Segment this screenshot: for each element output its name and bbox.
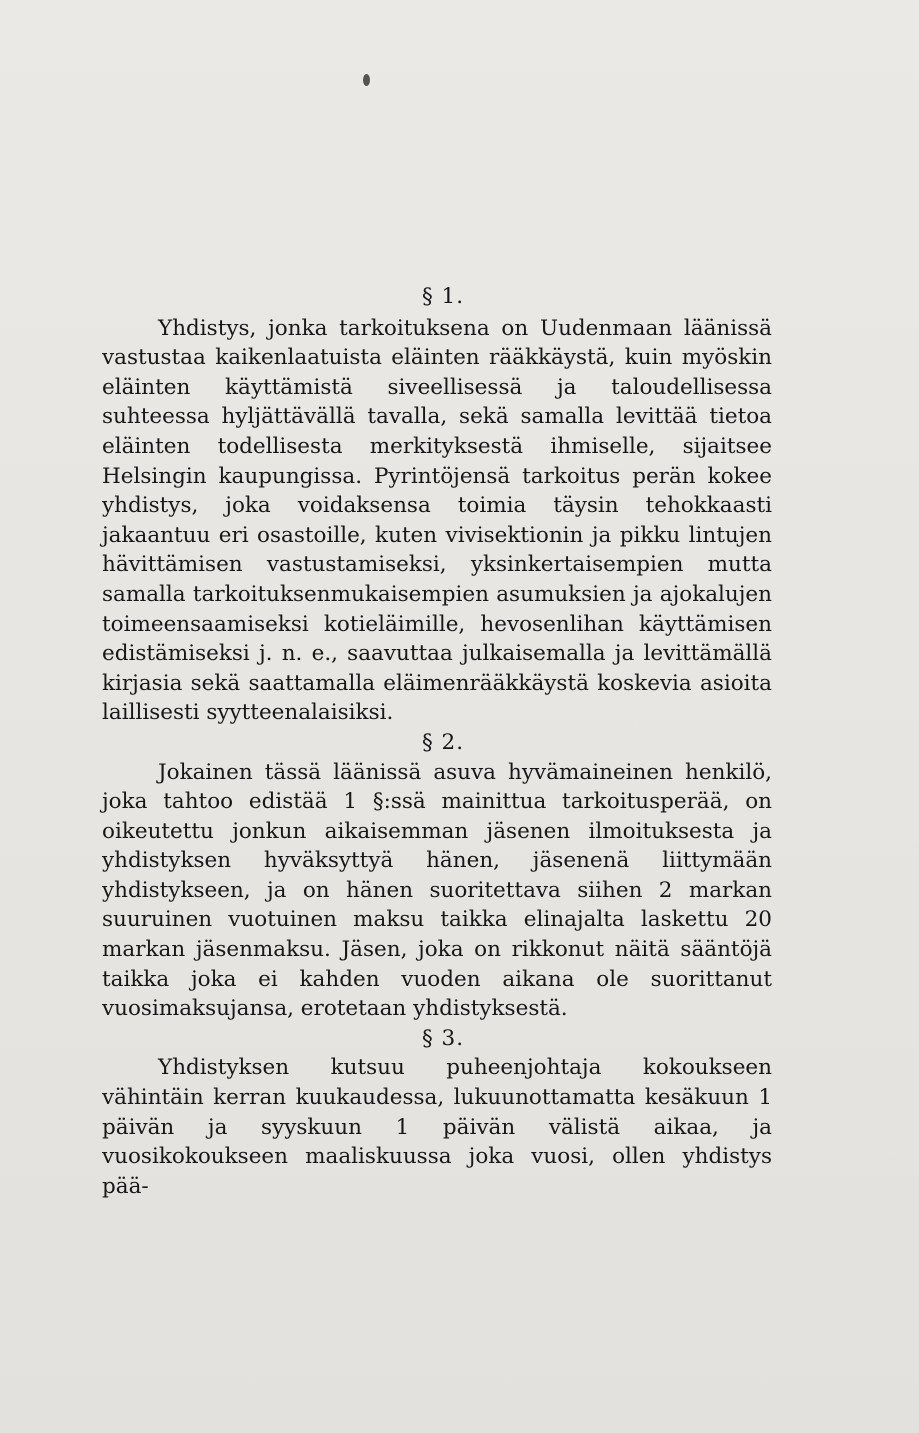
section-1-paragraph: Yhdistys, jonka tarkoituksena on Uudenmaan läänissä vastustaa kaikenlaatuista eläinten rääkkäystä, kuin myöskin eläinten käyttämistä siveellisessä ja taloudellisessa suhteessa hyljättävällä tavalla, sekä samalla levittää tietoa eläinten todellisesta merkityksestä ihmiselle, sijaitsee Helsingin kaupungissa. Pyrintöjensä tarkoitus perän kokee yhdistys, joka voidaksensa toimia täysin tehokkaasti jakaantuu eri osastoille, kuten vivisektionin ja pikku lintujen hävittämisen vastustamiseksi, yksinkertaisempien mutta samalla tarkoituksenmukaisempien asumuksien ja ajokalujen toimeensaamiseksi kotieläimille, hevosenlihan käyttämisen edistämiseksi j. n. e., saavuttaa julkaisemalla ja levittämällä kirjasia sekä saattamalla eläimenrääkkäystä koskevia asioita laillisesti syytteenalaisiksi. bbox=[102, 315, 772, 726]
ink-speck bbox=[363, 74, 370, 86]
document-body bbox=[102, 282, 772, 1201]
section-2-paragraph: Jokainen tässä läänissä asuva hyvämaineinen henkilö, joka tahtoo edistää 1 §:ssä mainittua tarkoitusperää, on oikeutettu jonkun aikaisemman jäsenen ilmoituksesta ja yhdistyksen hyväksyttyä hänen, jäsenenä liittymään yhdistykseen, ja on hänen suoritettava siihen 2 markan suuruinen vuotuinen maksu taikka elinajalta laskettu 20 markan jäsenmaksu. Jäsen, joka on rikkonut näitä sääntöjä taikka joka ei kahden vuoden aikana ole suorittanut vuosimaksujansa, erotetaan yhdistyksestä. bbox=[102, 759, 772, 1022]
section-3-heading: § 3. bbox=[421, 1025, 465, 1051]
section-3-paragraph: Yhdistyksen kutsuu puheenjohtaja kokoukseen vähintäin kerran kuukaudessa, lukuunottamatta kesäkuun 1 päivän ja syyskuun 1 päivän välistä aikaa, ja vuosikokoukseen maaliskuussa joka vuosi, ollen yhdistys pää- bbox=[102, 1055, 772, 1199]
section-2-heading: § 2. bbox=[421, 729, 465, 755]
section-1-heading: § 1. bbox=[421, 284, 465, 309]
